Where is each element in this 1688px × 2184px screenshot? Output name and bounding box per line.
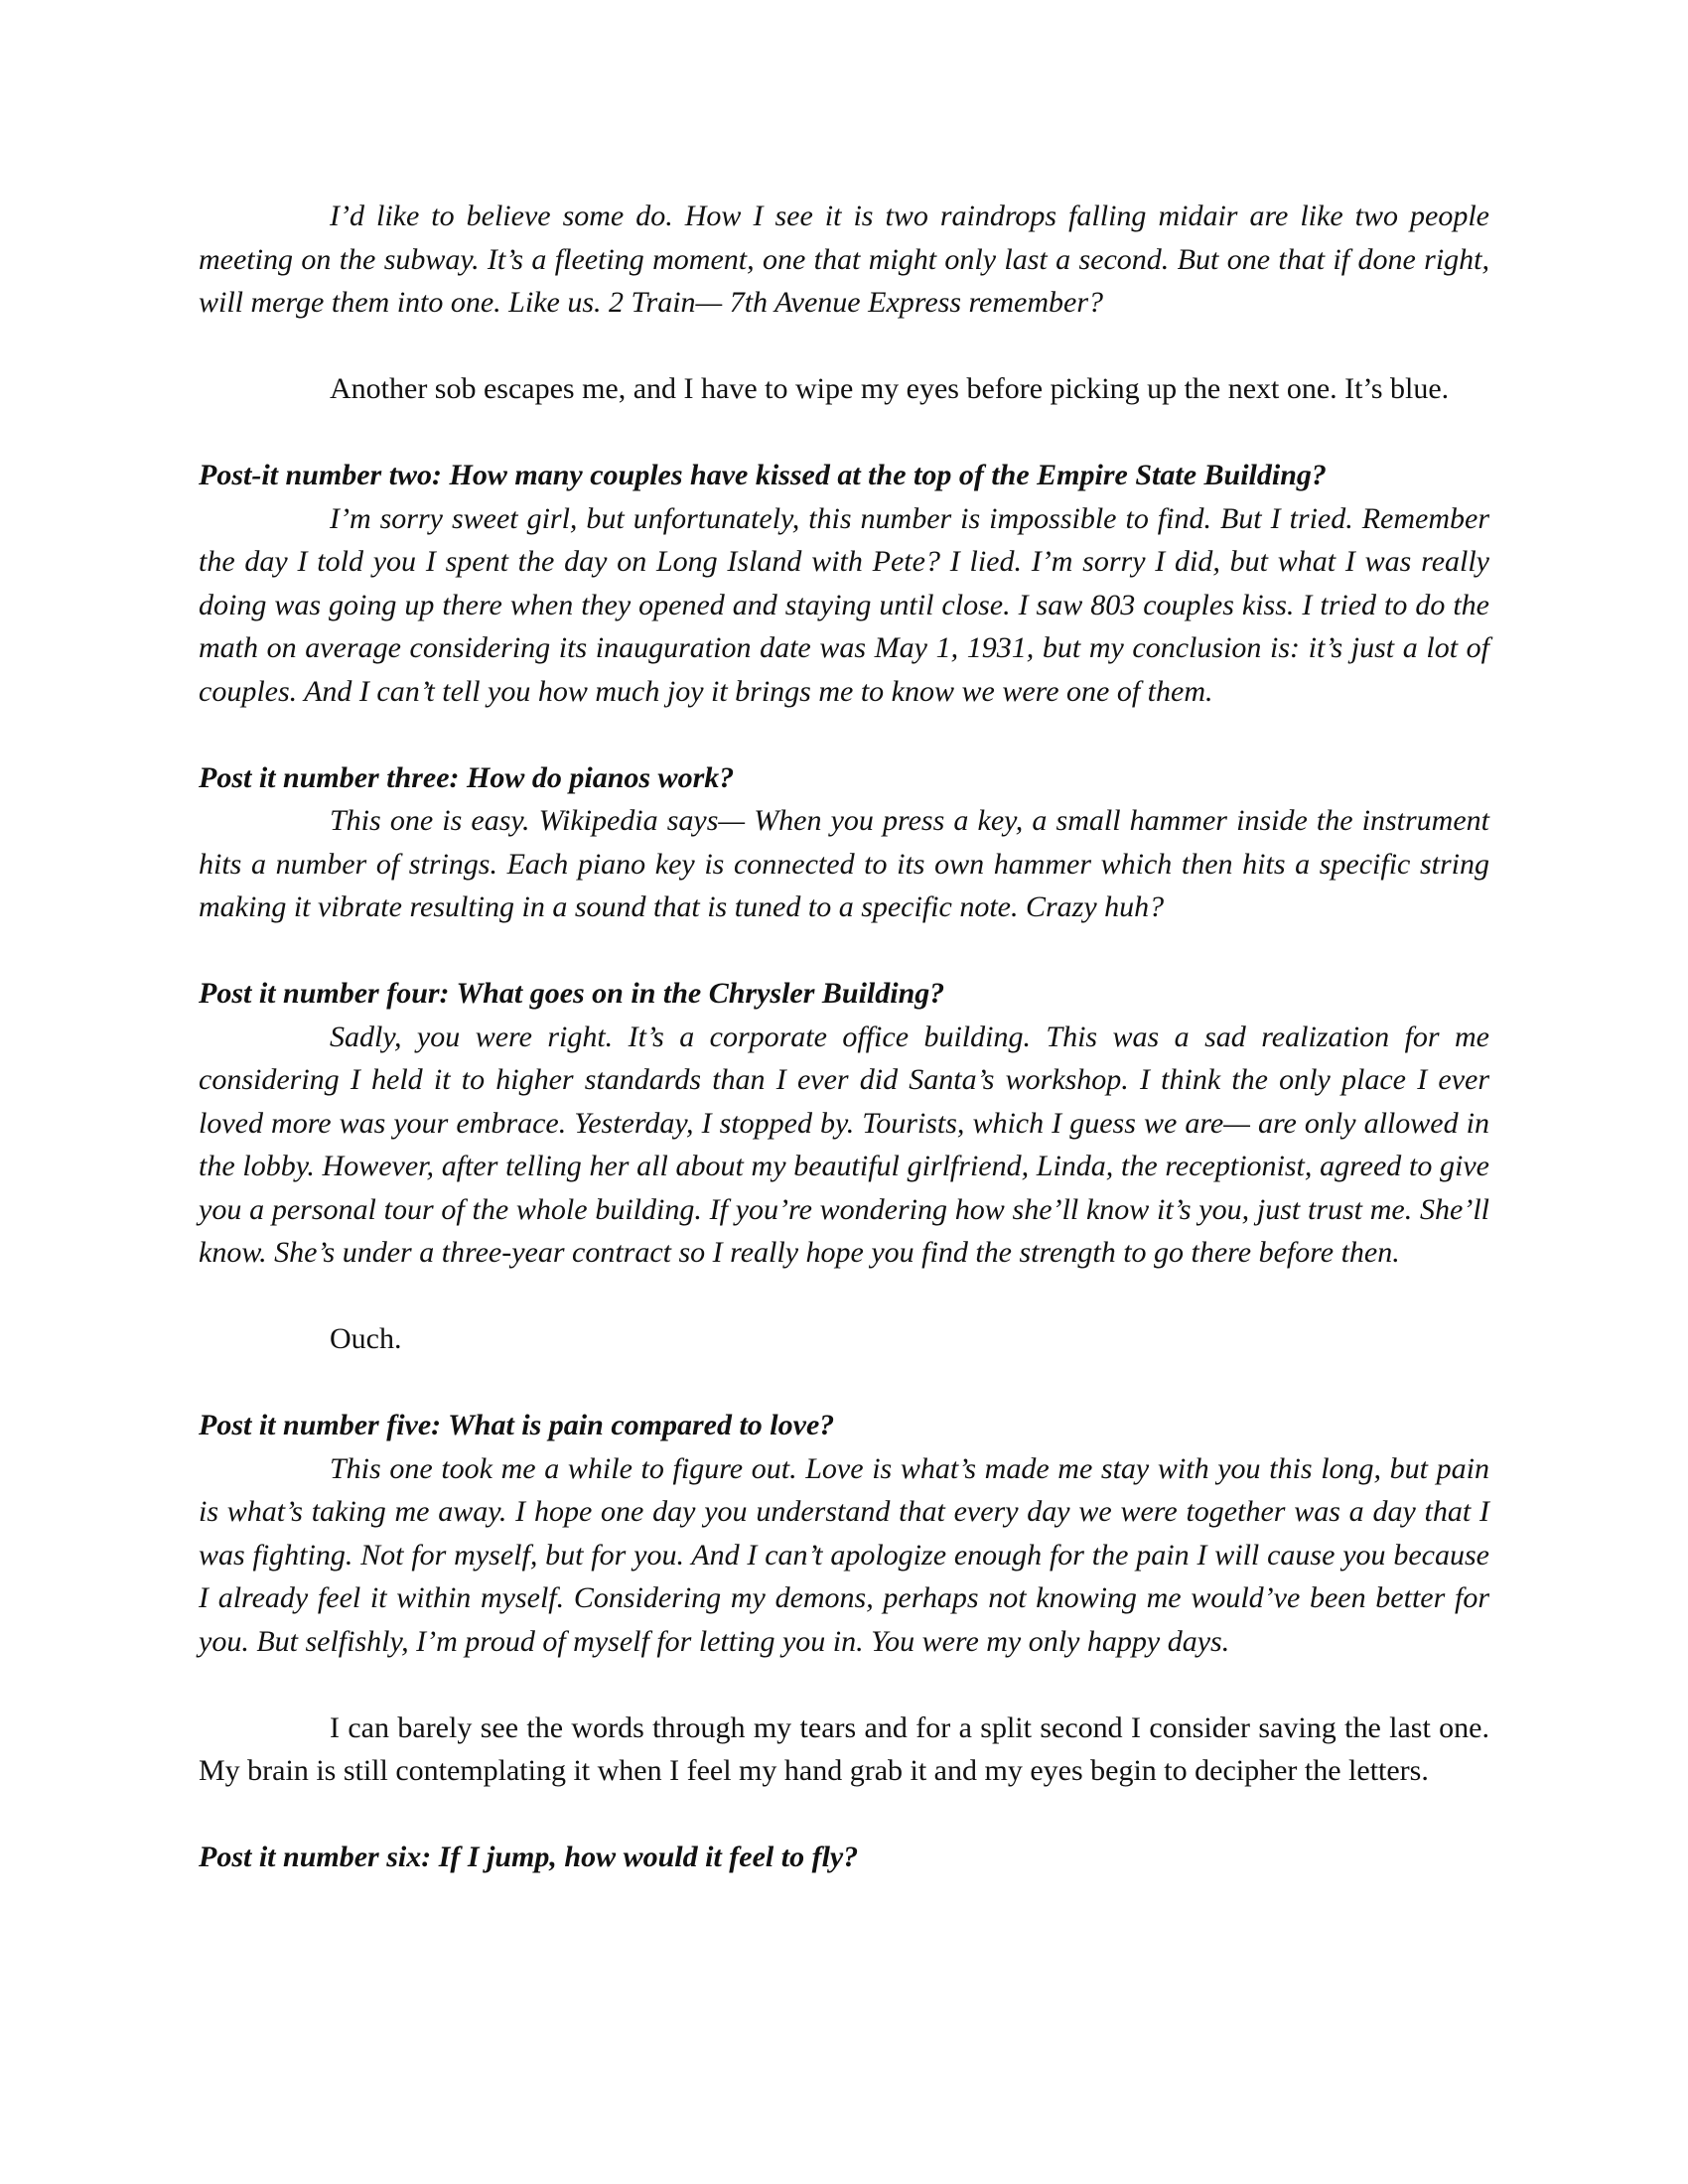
- postit-heading-five: Post it number five: What is pain compared to love?: [199, 1409, 835, 1441]
- paragraph-gap: [199, 929, 1489, 973]
- letter-paragraph-pain-love: This one took me a while to figure out. Love is what’s made me stay with you this long, but pain is what’s taking me away. I hope one day you understand that every day we were together was a day that I was fighting. Not for myself, but for you. And I can’t apologize enough for the pain I will cause you because I already feel it within myself. Considering my demons, perhaps not knowing me would’ve been better for you. But selfishly, I’m proud of myself for letting you in. You were my only happy days.: [199, 1451, 1489, 1658]
- paragraph-gap: [199, 1361, 1489, 1405]
- postit-heading-three: Post it number three: How do pianos work?: [199, 760, 735, 794]
- postit-heading-four: Post it number four: What goes on in the Chrysler Building?: [199, 977, 945, 1010]
- letter-paragraph-raindrops: I’d like to believe some do. How I see it is two raindrops falling midair are like two people meeting on the subway. It’s a fleeting moment, one that might only last a second. But one that if done right, will merge them into one. Like us. 2 Train— 7th Avenue Express remember?: [199, 200, 1489, 319]
- letter-paragraph-chrysler: Sadly, you were right. It’s a corporate office building. This was a sad realization for me considering I held it to higher standards than I ever did Santa’s workshop. I think the only place I ever loved more was your embrace. Yesterday, I stopped by. Tourists, which I guess we are— are only allowed in the lobby. However, after telling her all about my beautiful girlfriend, Linda, the receptionist, agreed to give you a personal tour of the whole building. If you’re wondering how she’ll know it’s you, just trust me. She’ll know. She’s under a three-year contract so I really hope you find the strength to go there before then.: [199, 1020, 1489, 1269]
- paragraph-gap: [199, 1275, 1489, 1318]
- postit-heading-six: Post it number six: If I jump, how would it feel to fly?: [199, 1841, 859, 1873]
- narration-paragraph-ouch: Ouch.: [330, 1322, 402, 1355]
- narration-paragraph-sob: Another sob escapes me, and I have to wipe my eyes before picking up the next one. It’s blue.: [330, 372, 1450, 405]
- paragraph-gap: [199, 325, 1489, 368]
- postit-heading-two: Post-it number two: How many couples have kissed at the top of the Empire State Building?: [199, 459, 1327, 491]
- paragraph-gap: [199, 713, 1489, 756]
- letter-paragraph-empire-state: I’m sorry sweet girl, but unfortunately, this number is impossible to find. But I tried. Remember the day I told you I spent the day on Long Island with Pete? I lied. I’m sorry I did, but what I was really doing was going up there when they opened and staying until close. I saw 803 couples kiss. I tried to do the math on average considering its inauguration date was May 1, 1931, but my conclusion is: it’s just a lot of couples. And I can’t tell you how much joy it brings me to know we were one of them.: [199, 501, 1489, 708]
- paragraph-gap: [199, 411, 1489, 455]
- letter-paragraph-pianos: This one is easy. Wikipedia says— When you press a key, a small hammer inside the instrument hits a number of strings. Each piano key is connected to its own hammer which then hits a specific string making it vibrate resulting in a sound that is tuned to a specific note. Crazy huh?: [199, 804, 1489, 923]
- paragraph-gap: [199, 1793, 1489, 1837]
- narration-paragraph-tears: I can barely see the words through my tears and for a split second I consider saving the last one. My brain is still contemplating it when I feel my hand grab it and my eyes begin to decipher the letters.: [199, 1710, 1489, 1787]
- paragraph-gap: [199, 1663, 1489, 1706]
- document-page: [199, 195, 1489, 1879]
